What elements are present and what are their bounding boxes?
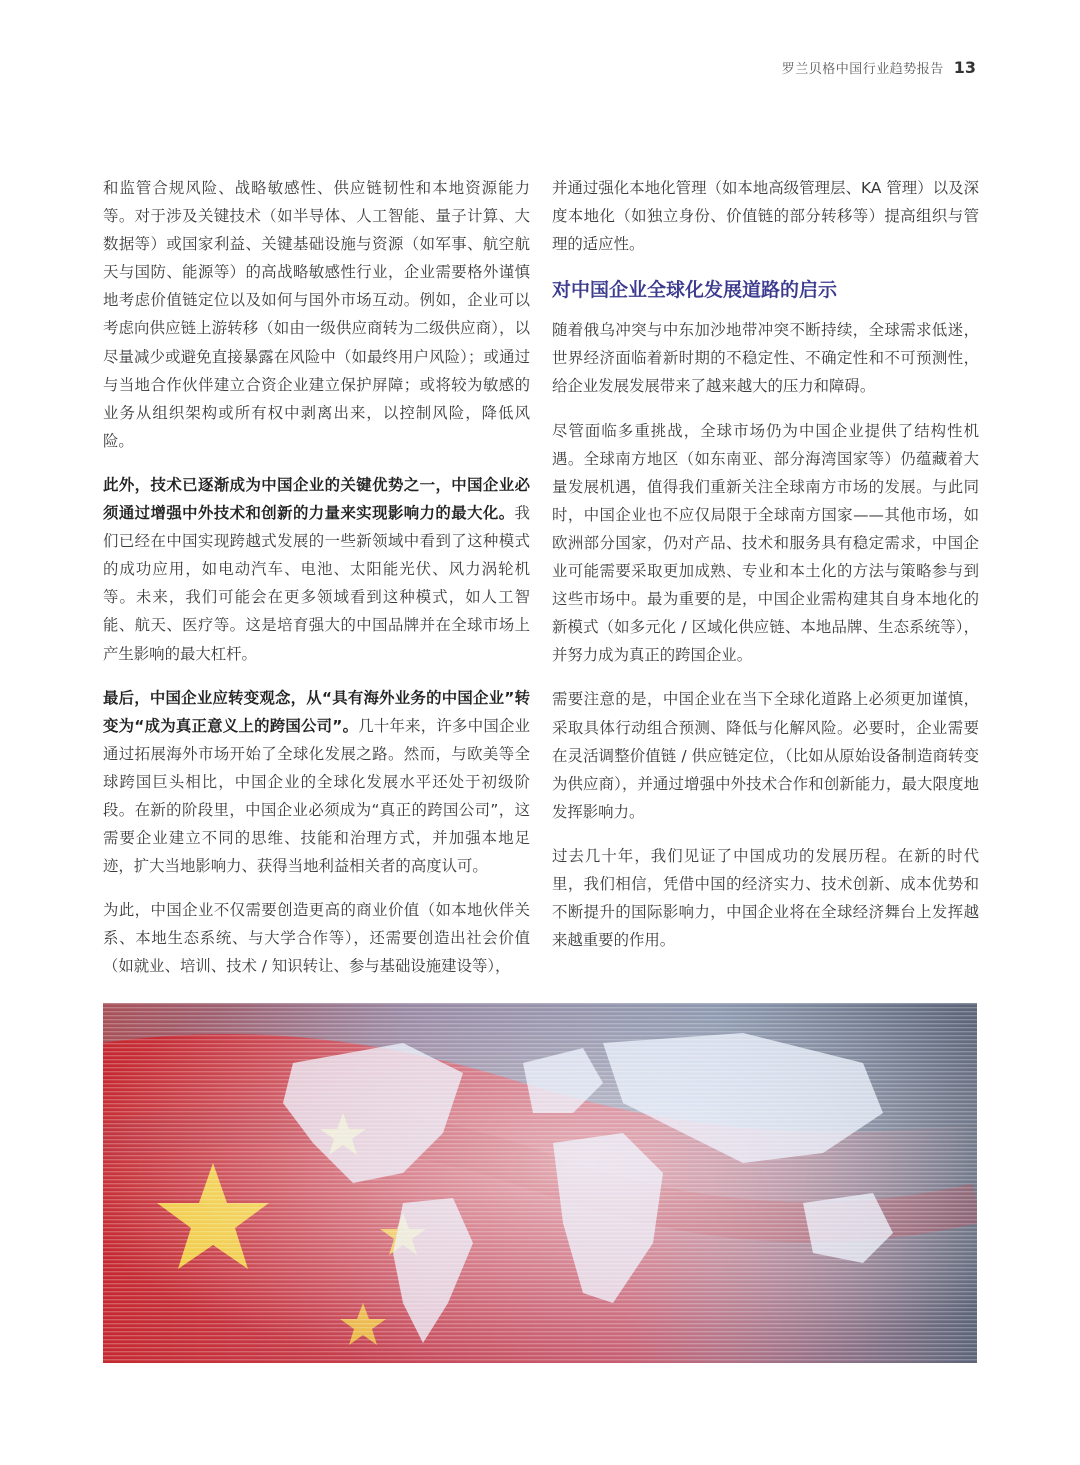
right-paragraph-3: 尽管面临多重挑战，全球市场仍为中国企业提供了结构性机遇。全球南方地区（如东南亚、部分海湾国家等）仍蕴藏着大量发展机遇，值得我们重新关注全球南方市场的发展。与此同时，中国企业也不应仅局限于全球南方国家——其他市场，如欧洲部分国家，仍对产品、技术和服务具有稳定需求，中国企业可能需要采取更加成熟、专业和本土化的方法与策略参与到这些市场中。最为重要的是，中国企业需构建其自身本地化的新模式（如多元化 / 区域化供应链、本地品牌、生态系统等），并努力成为真正的跨国企业。 [552,421,979,665]
right-paragraph-1: 并通过强化本地化管理（如本地高级管理层、KA 管理）以及深度本地化（如独立身份、价值链的部分转移等）提高组织与管理的适应性。 [552,179,979,254]
left-paragraph-1: 和监管合规风险、战略敏感性、供应链韧性和本地资源能力等。对于涉及关键技术（如半导体、人工智能、量子计算、大数据等）或国家利益、关键基础设施与资源（如军事、航空航天与国防、能源等）的高战略敏感性行业，企业需要格外谨慎地考虑价值链定位以及如何与国外市场互动。例如，企业可以考虑向供应链上游转移（如由一级供应商转为二级供应商），以尽量减少或避免直接暴露在风险中（如最终用户风险）；或通过与当地合作伙伴建立合资企业建立保护屏障；或将较为敏感的业务从组织架构或所有权中剥离出来，以控制风险，降低风险。 [103,179,530,450]
left-paragraph-2-bold: 此外，技术已逐渐成为中国企业的关键优势之一，中国企业必须通过增强中外技术和创新的力量来实现影响力的最大化。 [103,475,530,523]
right-column [552,174,979,970]
flag-world-map-image [103,1003,977,1363]
left-paragraph-2-rest: 我们已经在中国实现跨越式发展的一些新领域中看到了这种模式的成功应用，如电动汽车、电池、太阳能光伏、风力涡轮机等。未来，我们可能会在更多领域看到这种模式，如人工智能、航天、医疗等。这是培育强大的中国品牌并在全球市场上产生影响的最大杠杆。 [103,504,530,663]
left-paragraph-3-bold: 最后，中国企业应转变观念，从“具有海外业务的中国企业”转变为“成为真正意义上的跨国公司”。 [103,688,530,735]
right-paragraph-2: 随着俄乌冲突与中东加沙地带冲突不断持续，全球需求低迷，世界经济面临着新时期的不稳定性、不确定性和不可预测性，给企业发展发展带来了越来越大的压力和障碍。 [552,321,979,396]
report-title: 罗兰贝格中国行业趋势报告 [781,62,944,77]
left-paragraph-4: 为此，中国企业不仅需要创造更高的商业价值（如本地伙伴关系、本地生态系统、与大学合作等），还需要创造出社会价值（如就业、培训、技术 / 知识转让、参与基础设施建设等）， [103,901,530,976]
page-header [782,58,976,77]
right-paragraph-5: 过去几十年，我们见证了中国成功的发展历程。在新的时代里，我们相信，凭借中国的经济实力、技术创新、成本优势和不断提升的国际影响力，中国企业将在全球经济舞台上发挥越来越重要的作用。 [552,846,979,950]
right-paragraph-4: 需要注意的是，中国企业在当下全球化道路上必须更加谨慎，采取具体行动组合预测、降低与化解风险。必要时，企业需要在灵活调整价值链 / 供应链定位，（比如从原始设备制造商转变为供应商），并通过增强中外技术合作和创新能力，最大限度地发挥影响力。 [552,690,979,821]
section-heading: 对中国企业全球化发展道路的启示 [552,279,838,302]
left-column [103,174,530,997]
hero-image [103,1003,977,1363]
left-paragraph-2 [103,471,530,668]
left-paragraph-3-rest: 几十年来，许多中国企业通过拓展海外市场开始了全球化发展之路。然而，与欧美等全球跨国巨头相比，中国企业的全球化发展水平还处于初级阶段。在新的阶段里，中国企业必须成为“真正的跨国公司”，这需要企业建立不同的思维、技能和治理方式，并加强本地足迹，扩大当地影响力、获得当地利益相关者的高度认可。 [103,716,530,876]
page-number: 13 [953,58,976,77]
left-paragraph-3 [103,684,530,881]
